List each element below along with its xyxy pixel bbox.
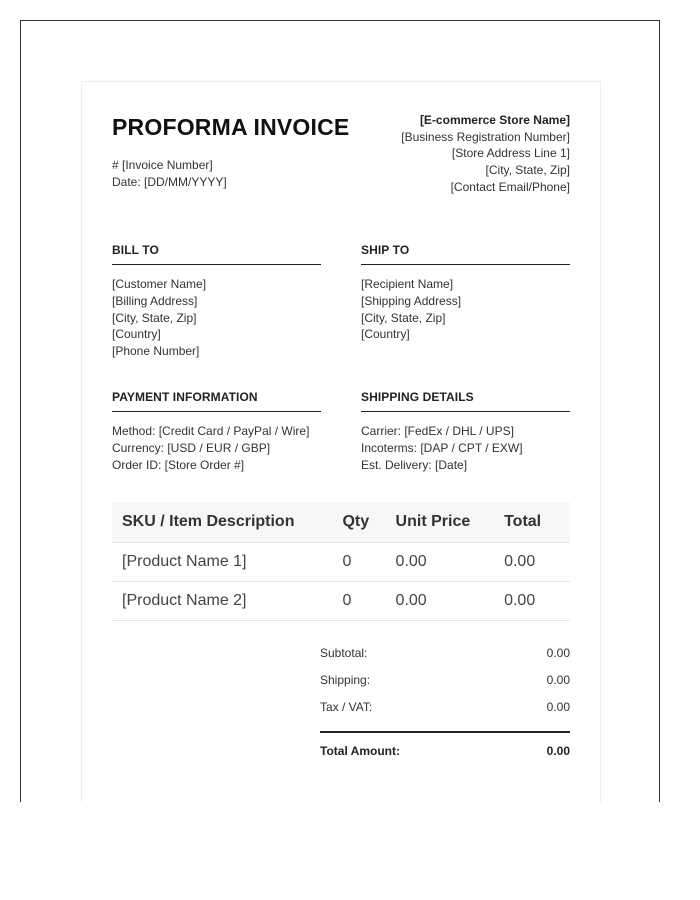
bill-to-line: [Billing Address]: [112, 293, 198, 308]
ship-to-line: [Shipping Address]: [361, 293, 462, 308]
payment-method: Method: [Credit Card / PayPal / Wire]: [112, 424, 310, 438]
ship-to-line: [Recipient Name]: [361, 277, 454, 291]
store-city: [City, State, Zip]: [485, 163, 570, 178]
item-qty: 0: [342, 582, 395, 621]
payment-heading: PAYMENT INFORMATION: [112, 390, 321, 412]
shipping-carrier: Carrier: [FedEx / DHL / UPS]: [361, 424, 514, 438]
total-amount-label: Total Amount:: [320, 744, 400, 758]
item-qty: 0: [342, 543, 395, 582]
payment-currency: Currency: [USD / EUR / GBP]: [112, 440, 271, 455]
tax-row: [320, 700, 570, 716]
tax-value: 0.00: [546, 700, 570, 714]
items-table: [112, 502, 570, 621]
ship-to-lines: [361, 276, 570, 343]
bill-to-section: [112, 243, 321, 360]
store-info: [401, 112, 570, 196]
item-unit-price: 0.00: [396, 582, 505, 621]
ship-to-section: [361, 243, 570, 343]
item-total: 0.00: [504, 543, 570, 582]
total-amount-value: 0.00: [546, 744, 570, 758]
invoice-date: Date: [DD/MM/YYYY]: [112, 175, 227, 189]
column-header-description: SKU / Item Description: [112, 502, 342, 543]
item-description: [Product Name 1]: [112, 543, 342, 582]
payment-section: [112, 390, 321, 473]
tax-label: Tax / VAT:: [320, 700, 373, 714]
bill-to-heading: BILL TO: [112, 243, 321, 265]
shipping-incoterms: Incoterms: [DAP / CPT / EXW]: [361, 440, 523, 455]
table-row: [112, 582, 570, 621]
column-header-total: Total: [504, 502, 570, 543]
totals-divider: [320, 731, 570, 733]
bill-to-line: [City, State, Zip]: [112, 310, 197, 325]
store-address: [Store Address Line 1]: [451, 146, 570, 161]
ship-to-line: [City, State, Zip]: [361, 310, 446, 325]
bill-to-line: [Country]: [112, 327, 161, 342]
payment-lines: [112, 423, 321, 473]
ship-to-line: [Country]: [361, 327, 410, 342]
column-header-qty: Qty: [342, 502, 395, 543]
table-row: [112, 543, 570, 582]
shipping-est-delivery: Est. Delivery: [Date]: [361, 457, 468, 472]
column-header-unit-price: Unit Price: [396, 502, 505, 543]
subtotal-row: [320, 646, 570, 662]
subtotal-value: 0.00: [546, 646, 570, 660]
store-contact: [Contact Email/Phone]: [450, 179, 570, 194]
store-name: [E-commerce Store Name]: [419, 113, 570, 127]
item-description: [Product Name 2]: [112, 582, 342, 621]
table-header-row: [112, 502, 570, 543]
shipping-row: [320, 673, 570, 689]
shipping-details-lines: [361, 423, 570, 473]
shipping-details-section: [361, 390, 570, 473]
item-total: 0.00: [504, 582, 570, 621]
payment-order-id: Order ID: [Store Order #]: [112, 457, 245, 472]
bill-to-lines: [112, 276, 321, 360]
shipping-label: Shipping:: [320, 673, 371, 687]
invoice-title: PROFORMA INVOICE: [112, 114, 350, 140]
invoice-number: # [Invoice Number]: [112, 158, 213, 172]
item-unit-price: 0.00: [396, 543, 505, 582]
shipping-value: 0.00: [546, 673, 570, 687]
bill-to-line: [Phone Number]: [112, 344, 200, 359]
total-amount-row: [320, 744, 570, 760]
shipping-details-heading: SHIPPING DETAILS: [361, 390, 570, 412]
subtotal-label: Subtotal:: [320, 646, 368, 660]
ship-to-heading: SHIP TO: [361, 243, 570, 265]
bill-to-line: [Customer Name]: [112, 277, 207, 291]
store-registration: [Business Registration Number]: [401, 129, 570, 144]
